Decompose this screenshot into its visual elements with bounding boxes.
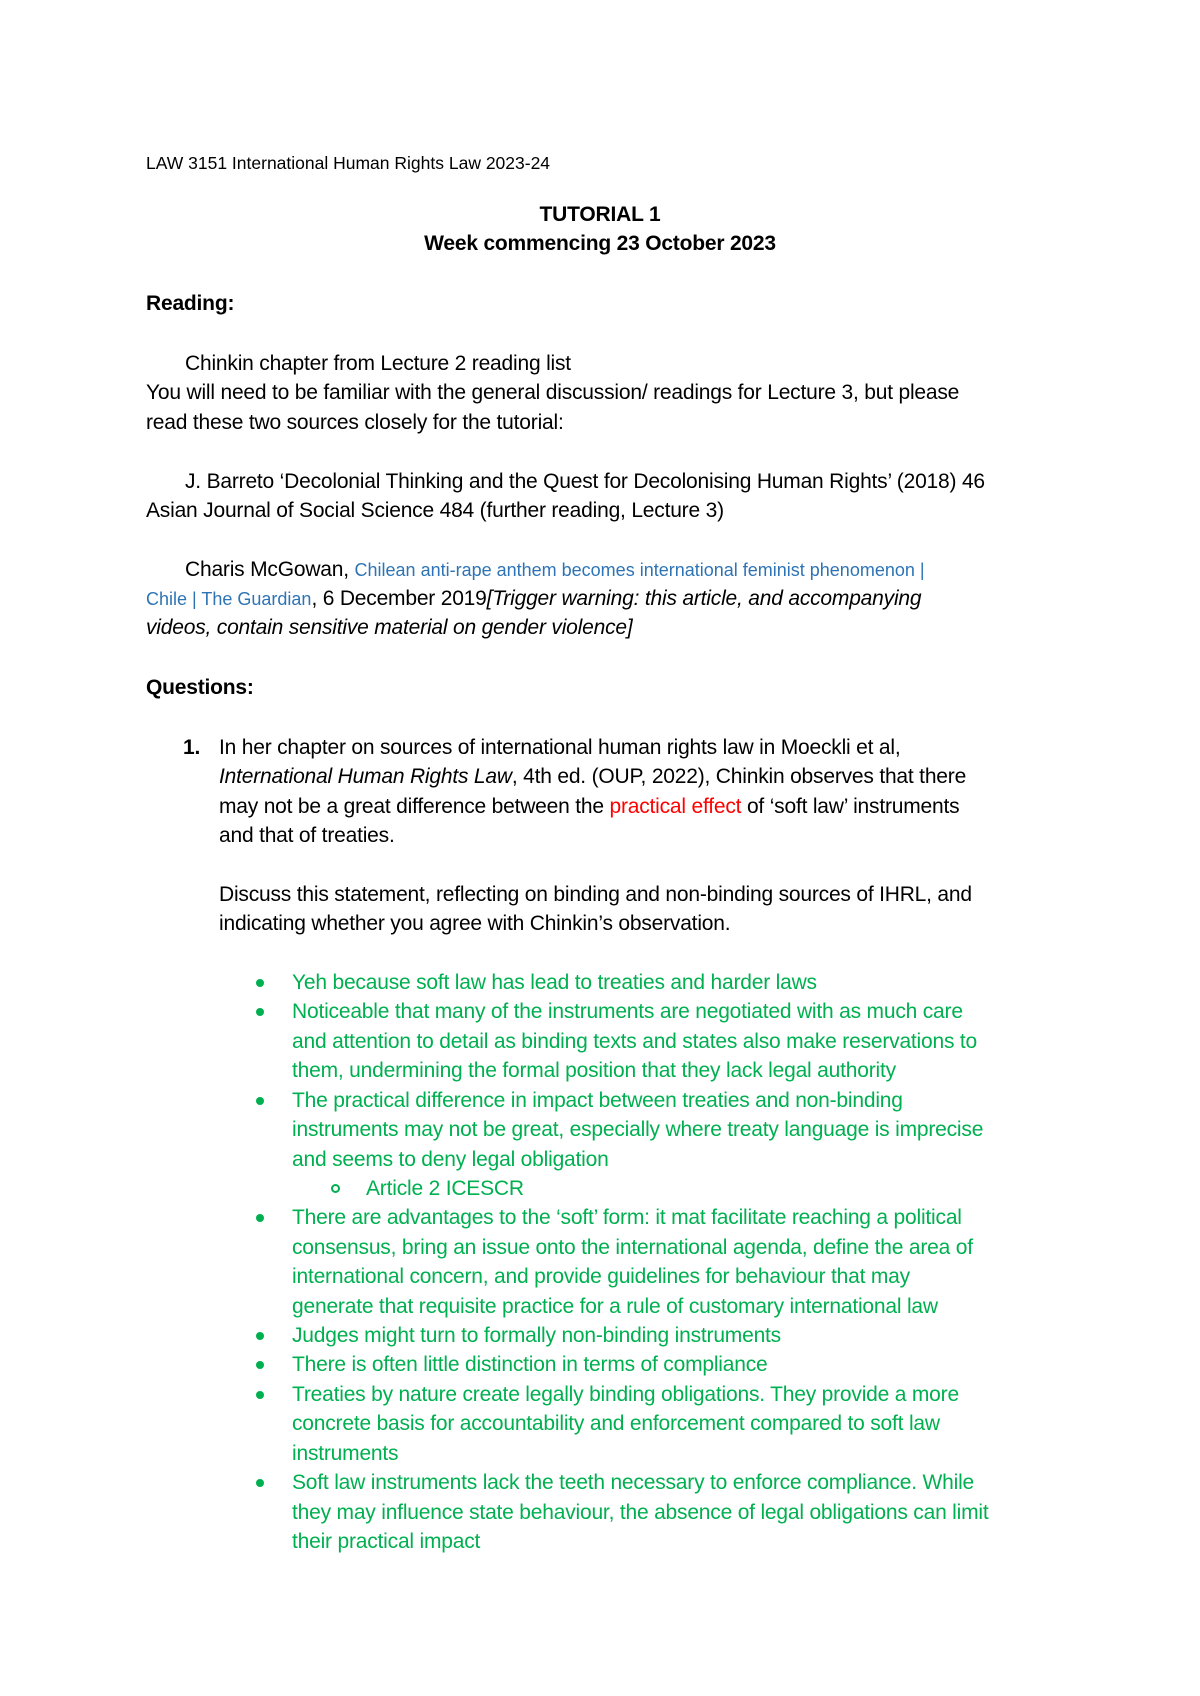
reading-barreto-line-2: Asian Journal of Social Science 484 (further reading, Lecture 3)	[146, 499, 724, 522]
highlighted-phrase: practical effect	[609, 795, 742, 818]
answer-4-line-1: There are advantages to the ‘soft’ form: it mat facilitate reaching a political	[292, 1206, 962, 1229]
reading-mcgowan-line-1	[185, 555, 925, 585]
reading-heading: Reading:	[146, 292, 235, 315]
question-1-number: 1.	[183, 736, 201, 759]
reading-intro-line-2: read these two sources closely for the tutorial:	[146, 411, 564, 434]
answer-4-line-4: generate that requisite practice for a rule of customary international law	[292, 1295, 938, 1318]
guardian-article-link[interactable]: Chilean anti-rape anthem becomes international feminist phenomenon |	[354, 560, 925, 580]
mcgowan-date: , 6 December 2019	[311, 587, 487, 610]
answer-3-line-3: and seems to deny legal obligation	[292, 1148, 609, 1171]
answer-5-line-1: Judges might turn to formally non-binding instruments	[292, 1324, 781, 1347]
discuss-line-2: indicating whether you agree with Chinkin’s observation.	[219, 912, 731, 935]
discuss-line-1: Discuss this statement, reflecting on binding and non-binding sources of IHRL, and	[219, 883, 972, 906]
answer-7-line-1: Treaties by nature create legally binding obligations. They provide a more	[292, 1383, 959, 1406]
answer-2-line-1: Noticeable that many of the instruments are negotiated with as much care	[292, 1000, 963, 1023]
answer-8-line-3: their practical impact	[292, 1530, 481, 1553]
answer-8-line-2: they may influence state behaviour, the absence of legal obligations can limit	[292, 1501, 989, 1524]
bullet-dot	[256, 1361, 264, 1369]
answer-7-line-3: instruments	[292, 1442, 399, 1465]
answer-4-line-3: international concern, and provide guidelines for behaviour that may	[292, 1265, 910, 1288]
question-1-line-4: and that of treaties.	[219, 824, 395, 847]
reading-mcgowan-line-2	[146, 584, 921, 614]
bullet-dot	[256, 1332, 264, 1340]
answer-8-line-1: Soft law instruments lack the teeth necessary to enforce compliance. While	[292, 1471, 975, 1494]
reading-barreto-line-1: J. Barreto ‘Decolonial Thinking and the Quest for Decolonising Human Rights’ (2018) 46	[185, 470, 985, 493]
answer-7-line-2: concrete basis for accountability and enforcement compared to soft law	[292, 1412, 940, 1435]
bullet-dot	[256, 979, 264, 987]
mcgowan-author: Charis McGowan,	[185, 558, 349, 581]
trigger-warning: [Trigger warning: this article, and accompanying	[486, 587, 922, 610]
sub-bullet-circle	[331, 1184, 340, 1193]
guardian-article-link-cont[interactable]: Chile | The Guardian	[146, 589, 312, 609]
question-1-line-1: In her chapter on sources of international human rights law in Moeckli et al,	[219, 736, 901, 759]
bullet-dot	[256, 1008, 264, 1016]
tutorial-title: TUTORIAL 1	[539, 203, 661, 226]
answer-6-line-1: There is often little distinction in terms of compliance	[292, 1353, 768, 1376]
answer-4-line-2: consensus, bring an issue onto the international agenda, define the area of	[292, 1236, 973, 1259]
answer-3-sub-item: Article 2 ICESCR	[366, 1177, 524, 1200]
bullet-dot	[256, 1479, 264, 1487]
week-commencing: Week commencing 23 October 2023	[424, 232, 776, 255]
bullet-dot	[256, 1391, 264, 1399]
answer-1-line-1: Yeh because soft law has lead to treaties and harder laws	[292, 971, 817, 994]
answer-2-line-2: and attention to detail as binding texts and states also make reservations to	[292, 1030, 978, 1053]
reading-intro-line-1: You will need to be familiar with the general discussion/ readings for Lecture 3, but please	[146, 381, 960, 404]
answer-2-line-3: them, undermining the formal position that they lack legal authority	[292, 1059, 896, 1082]
answer-3-line-1: The practical difference in impact between treaties and non-binding	[292, 1089, 903, 1112]
course-header: LAW 3151 International Human Rights Law 2023-24	[146, 153, 551, 173]
question-1-line-2: International Human Rights Law, 4th ed. (OUP, 2022), Chinkin observes that there	[219, 765, 967, 788]
bullet-dot	[256, 1097, 264, 1105]
reading-item-chinkin: Chinkin chapter from Lecture 2 reading list	[185, 352, 571, 375]
trigger-warning-cont: videos, contain sensitive material on gender violence]	[146, 616, 633, 639]
questions-heading: Questions:	[146, 676, 254, 699]
answer-3-line-2: instruments may not be great, especially where treaty language is imprecise	[292, 1118, 984, 1141]
bullet-dot	[256, 1214, 264, 1222]
question-1-line-3: may not be a great difference between the practical effect of ‘soft law’ instruments	[219, 795, 960, 818]
book-title: International Human Rights Law	[219, 765, 512, 788]
